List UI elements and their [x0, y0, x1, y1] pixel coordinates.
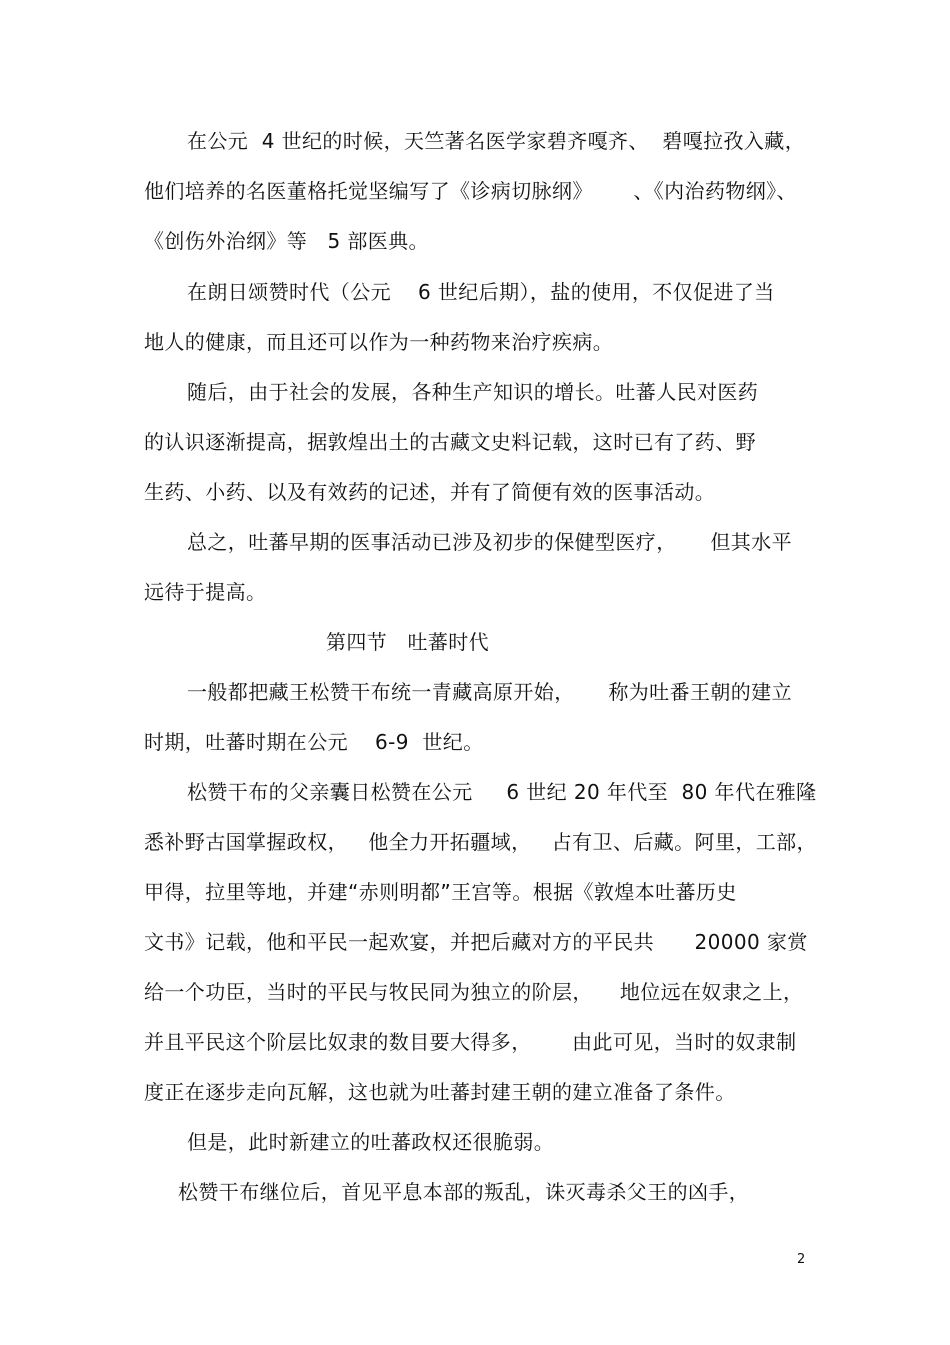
- paragraph-line: 生药、小药、以及有效药的记述，并有了简便有效的医事活动。: [144, 480, 716, 504]
- paragraph-line: 的认识逐渐提高，据敦煌出土的古藏文史料记载，这时已有了药、野: [144, 430, 756, 454]
- paragraph-line: 但是，此时新建立的吐蕃政权还很脆弱。: [187, 1130, 555, 1154]
- paragraph-line: 度正在逐步走向瓦解，这也就为吐蕃封建王朝的建立准备了条件。: [144, 1080, 736, 1104]
- paragraph-line: 给一个功臣，当时的平民与牧民同为独立的阶层， 地位远在奴隶之上，: [144, 980, 804, 1004]
- paragraph-line: 松赞干布继位后，首见平息本部的叛乱，诛灭毒杀父王的凶手，: [178, 1180, 750, 1204]
- paragraph-line: 《创伤外治纲》等 5 部医典。: [144, 229, 429, 253]
- paragraph-line: 他们培养的名医董格托觉坚编写了《诊病切脉纲》 、《内治药物纲》、: [144, 179, 797, 203]
- paragraph-line: 在朗日颂赞时代（公元 6 世纪后期），盐的使用，不仅促进了当: [187, 280, 775, 304]
- paragraph-line: 远待于提高。: [144, 580, 267, 604]
- paragraph-line: 总之，吐蕃早期的医事活动已涉及初步的保健型医疗， 但其水平: [187, 530, 792, 554]
- paragraph-line: 一般都把藏王松赞干布统一青藏高原开始， 称为吐番王朝的建立: [187, 680, 792, 704]
- paragraph-line: 甲得，拉里等地，并建“赤则明都”王宫等。根据《敦煌本吐蕃历史: [144, 880, 737, 904]
- paragraph-line: 松赞干布的父亲囊日松赞在公元 6 世纪 20 年代至 80 年代在雅隆: [187, 780, 817, 804]
- paragraph-line: 悉补野古国掌握政权， 他全力开拓疆域， 占有卫、后藏。阿里，工部，: [144, 830, 817, 854]
- paragraph-line: 地人的健康，而且还可以作为一种药物来治疗疾病。: [144, 330, 614, 354]
- paragraph-line: 并且平民这个阶层比奴隶的数目要大得多， 由此可见，当时的奴隶制: [144, 1030, 797, 1054]
- section-heading: 第四节 吐蕃时代: [326, 630, 490, 654]
- paragraph-line: 时期，吐蕃时期在公元 6-9 世纪。: [144, 730, 484, 754]
- paragraph-line: 在公元 4 世纪的时候，天竺著名医学家碧齐嘎齐、 碧嘎拉孜入藏，: [187, 129, 806, 153]
- page-number: 2: [797, 1252, 806, 1267]
- paragraph-line: 文书》记载，他和平民一起欢宴，并把后藏对方的平民共 20000 家赏: [144, 930, 808, 954]
- paragraph-line: 随后，由于社会的发展，各种生产知识的增长。吐蕃人民对医药: [187, 380, 759, 404]
